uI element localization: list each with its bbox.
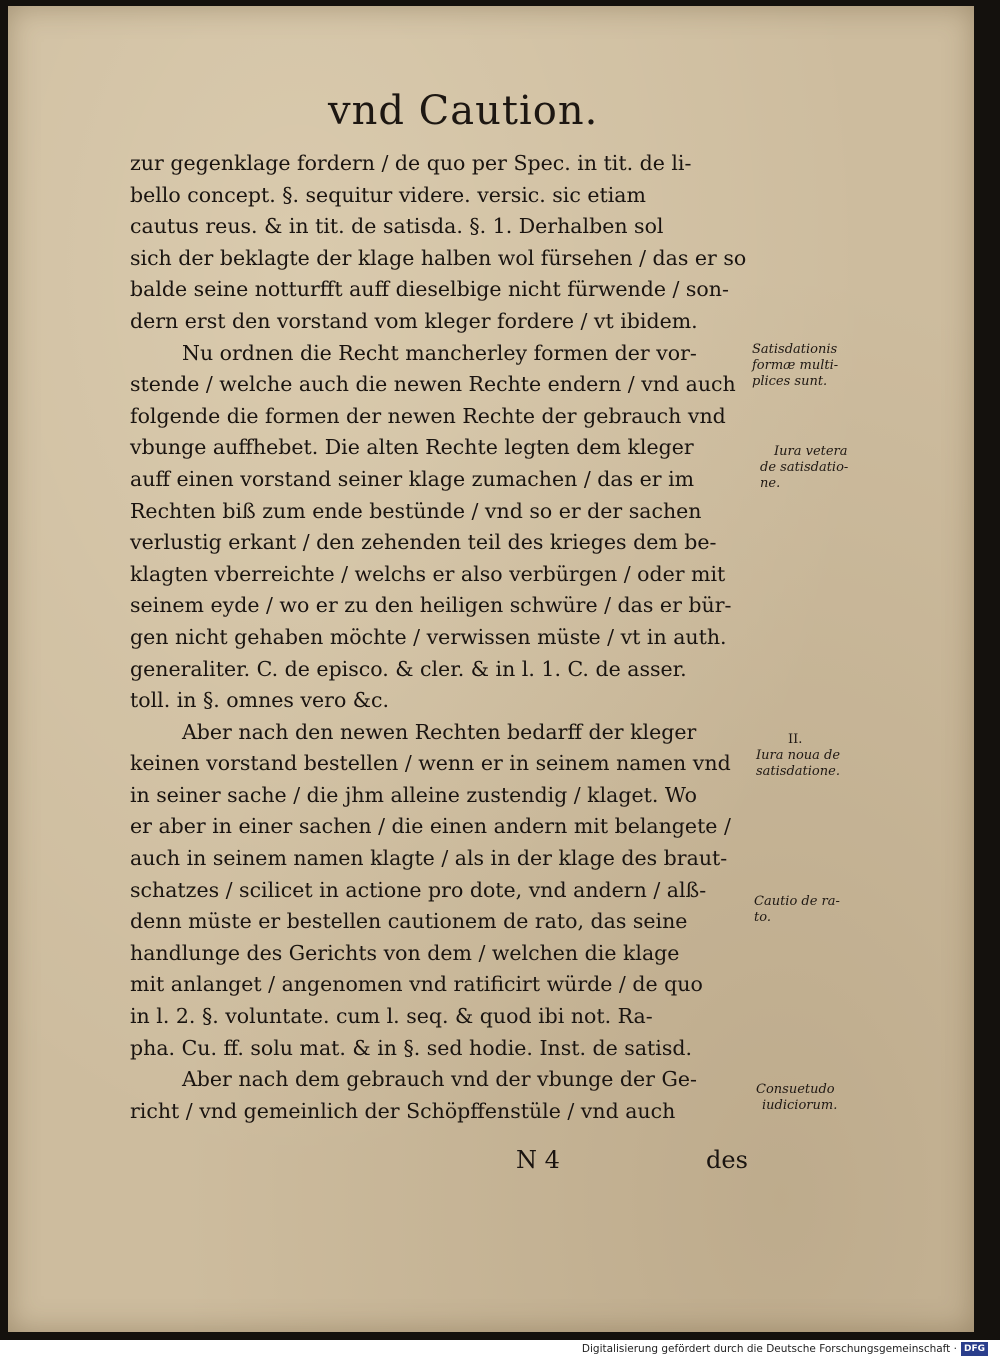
margin-note-line: satisdatione. <box>756 764 840 779</box>
margin-note-line: de satisdatio- <box>760 460 849 475</box>
text-line: er aber in einer sachen / die einen andern mit belangete / <box>130 814 731 839</box>
book-page <box>8 6 974 1332</box>
text-line: bello concept. §. sequitur videre. versic. sic etiam <box>130 182 646 207</box>
text-line: Rechten biß zum ende bestünde / vnd so er der sachen <box>130 498 702 523</box>
text-line: schatzes / scilicet in actione pro dote, vnd andern / alß- <box>130 877 707 902</box>
main-text-block <box>130 148 750 1127</box>
text-line: folgende die formen der newen Rechte der gebrauch vnd <box>130 403 726 428</box>
margin-note-satisdationis <box>752 342 838 390</box>
text-line: gen nicht gehaben möchte / verwissen müste / vt in auth. <box>130 624 727 649</box>
text-line: vbunge auffhebet. Die alten Rechte legten dem kleger <box>130 435 694 460</box>
text-line: stende / welche auch die newen Rechte endern / vnd auch <box>130 372 736 397</box>
margin-note-iura-vetera <box>760 444 848 492</box>
text-line: richt / vnd gemeinlich der Schöpffenstüle / vnd auch <box>130 1098 676 1123</box>
margin-note-line: ne. <box>760 476 781 491</box>
digitization-credit <box>582 1340 988 1358</box>
margin-note-line: plices sunt. <box>752 374 828 389</box>
text-line: in seiner sache / die jhm alleine zustendig / klaget. Wo <box>130 782 697 807</box>
margin-note-line: Satisdationis <box>752 342 838 357</box>
margin-note-line: Consuetudo <box>756 1082 835 1097</box>
text-line: sich der beklagte der klage halben wol fürsehen / das er so <box>130 245 747 270</box>
text-line: Aber nach dem gebrauch vnd der vbunge der Ge- <box>182 1067 697 1092</box>
text-line: Nu ordnen die Recht mancherley formen der vor- <box>182 340 697 365</box>
margin-note-consuetudo <box>756 1082 837 1114</box>
margin-note-iura-noua <box>756 732 840 780</box>
text-line: keinen vorstand bestellen / wenn er in seinem namen vnd <box>130 751 731 776</box>
text-line: pha. Cu. ff. solu mat. & in §. sed hodie. Inst. de satisd. <box>130 1035 692 1060</box>
margin-note-line: Cautio de ra- <box>754 894 840 909</box>
text-line: balde seine notturfft auff dieselbige nicht fürwende / son- <box>130 277 729 302</box>
text-line: in l. 2. §. voluntate. cum l. seq. & quod ibi not. Ra- <box>130 1004 653 1029</box>
text-line: mit anlanget / angenomen vnd ratificirt würde / de quo <box>130 972 703 997</box>
margin-note-line: Iura vetera <box>774 444 848 459</box>
running-header: vnd Caution. <box>328 88 599 134</box>
text-line: auch in seinem namen klagte / als in der klage des braut- <box>130 846 728 871</box>
text-line: auff einen vorstand seiner klage zumachen / das er im <box>130 466 695 491</box>
margin-note-line: formæ multi- <box>752 358 839 373</box>
text-line: handlunge des Gerichts von dem / welchen die klage <box>130 940 680 965</box>
dfg-logo: DFG <box>961 1342 988 1356</box>
margin-note-line: iudiciorum. <box>762 1098 838 1113</box>
margin-note-line: Iura noua de <box>756 748 841 763</box>
text-line: dern erst den vorstand vom kleger fordere / vt ibidem. <box>130 308 698 333</box>
margin-note-cautio-de-rato <box>754 894 840 926</box>
text-line: verlustig erkant / den zehenden teil des krieges dem be- <box>130 530 717 555</box>
text-line: denn müste er bestellen cautionem de rato, das seine <box>130 909 688 934</box>
signature-mark: N 4 <box>516 1146 560 1174</box>
text-line: toll. in §. omnes vero &c. <box>130 688 390 713</box>
text-line: cautus reus. & in tit. de satisda. §. 1. Derhalben sol <box>130 214 664 239</box>
text-line: Aber nach den newen Rechten bedarff der kleger <box>182 719 697 744</box>
catchword: des <box>706 1146 748 1174</box>
text-line: generaliter. C. de episco. & cler. & in l. 1. C. de asser. <box>130 656 687 681</box>
text-line: zur gegenklage fordern / de quo per Spec. in tit. de li- <box>130 151 692 175</box>
margin-note-line: to. <box>754 910 771 925</box>
margin-note-line: II. <box>788 732 803 747</box>
credit-text: Digitalisierung gefördert durch die Deutsche Forschungsgemeinschaft · <box>581 1343 957 1355</box>
text-line: seinem eyde / wo er zu den heiligen schwüre / das er bür- <box>130 593 732 618</box>
text-line: klagten vberreichte / welchs er also verbürgen / oder mit <box>130 561 726 586</box>
